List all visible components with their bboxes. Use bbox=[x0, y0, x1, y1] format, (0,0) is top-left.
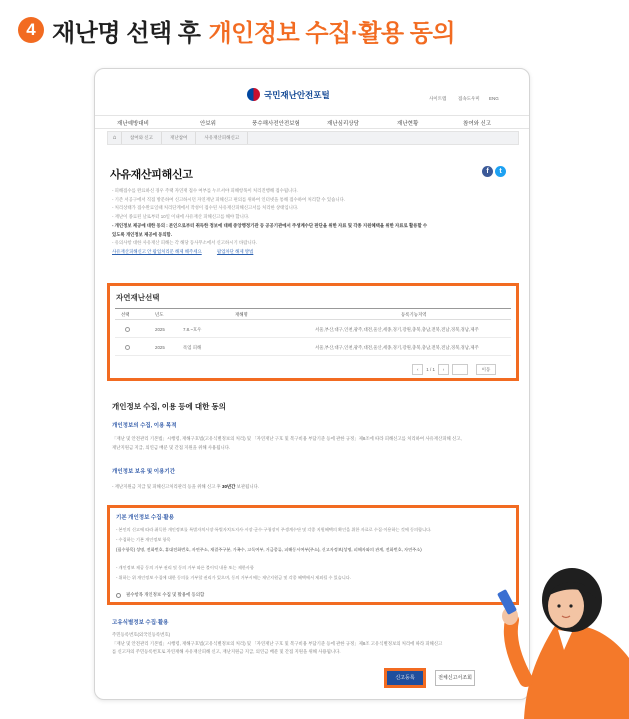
notice-links bbox=[112, 248, 512, 257]
page-number-input[interactable] bbox=[452, 364, 468, 375]
notice-line: - 재난이 종료된 날로부터 10일 이내에 사유재산 피해신고를 해야 합니다. bbox=[112, 214, 250, 220]
required-consent-title: 기본 개인정보 수집·활용 bbox=[116, 515, 175, 521]
purpose-text bbox=[112, 435, 512, 452]
home-icon[interactable]: ⌂ bbox=[108, 132, 122, 144]
twitter-share-icon[interactable]: t bbox=[495, 166, 506, 177]
required-text-line: - 본인의 신고에 따라 취득한 개인정보를 특별자치시장·특별자치도지사·시장·군수·구청장이 주생계수단 및 각종 지원혜택의 확인을 위한 자료로 수집·이용하는 것에 동의합니다. bbox=[116, 527, 432, 532]
browser-screenshot-frame bbox=[94, 68, 530, 700]
facebook-share-icon[interactable]: f bbox=[482, 166, 493, 177]
notice-line: - 유의사항 대한 사유재산 피해는 각 해당 동사무소에서 신고하시기 바랍니다. bbox=[112, 240, 258, 246]
pagination bbox=[412, 364, 496, 375]
required-text-line: - 수집하는 기본 개인정보 항목 bbox=[116, 537, 171, 542]
purpose-line: 재난지원금 지급, 의연금 배분 및 간접 지원을 위해 사용됩니다. bbox=[112, 444, 231, 450]
retention-period: 30년간 bbox=[222, 484, 236, 489]
prev-page-button[interactable]: ‹ bbox=[412, 364, 423, 375]
purpose-title: 개인정보의 수집, 이용 목적 bbox=[112, 423, 177, 429]
disaster-select-section bbox=[107, 283, 519, 381]
required-text-line: - 개인정보 제공 동의 거부 권리 및 동의 거부 따른 불이익 내용 또는 제한사항 bbox=[116, 565, 254, 570]
row-year: 2025 bbox=[155, 327, 165, 332]
agree-label: 필수항목 개인정보 수집 및 활용에 동의함 bbox=[126, 592, 205, 597]
col-header-year: 년도 bbox=[155, 312, 164, 317]
popup-unblock-link[interactable]: 팝업차단 해제 방법 bbox=[216, 248, 254, 254]
taegeuk-logo-icon bbox=[247, 88, 260, 101]
breadcrumb-item-disaster[interactable]: 재난참여 bbox=[162, 132, 196, 144]
unique-id-title: 고유식별정보 수집·활용 bbox=[112, 620, 169, 626]
breadcrumb-item-participation[interactable]: 참여와 신고 bbox=[122, 132, 162, 144]
global-nav bbox=[95, 115, 529, 129]
logo-text: 국민재난안전포털 bbox=[264, 89, 330, 100]
required-text-line: - 위하는 위 개인정보 수집에 대한 동의를 거부할 권리가 있으며, 동의 거부시에는 재난지원금 및 각종 혜택에서 제외될 수 있습니다. bbox=[116, 575, 352, 580]
person-with-phone-illustration bbox=[486, 568, 629, 719]
person-eye-right bbox=[569, 604, 572, 607]
notice-line: - 기존 서공구에서 직접 방문하여 신고하시던 자연재난 피해신고 편의를 위하여 인터넷을 통해 접수하여 처리할 수 있습니다. bbox=[112, 196, 346, 202]
table-row[interactable] bbox=[115, 340, 511, 356]
gnb-item-counseling[interactable]: 재난심리상담 bbox=[327, 121, 359, 127]
step-number-badge: 4 bbox=[18, 17, 44, 43]
step-heading bbox=[18, 14, 455, 46]
page-indicator: 1 / 1 bbox=[426, 367, 435, 372]
retention-tail: 보관됩니다. bbox=[236, 484, 260, 489]
go-page-button[interactable]: 이동 bbox=[476, 364, 496, 375]
disaster-table-header bbox=[115, 308, 511, 320]
util-link-eng[interactable]: ENG bbox=[489, 96, 499, 101]
retention-title: 개인정보 보유 및 이용기간 bbox=[112, 469, 176, 475]
person-sweater bbox=[524, 624, 629, 719]
row-disaster-name: 폭염 피해 bbox=[183, 345, 202, 350]
disaster-select-title: 자연재난선택 bbox=[116, 293, 160, 302]
gnb-item-insurance[interactable]: 풍수해사전안전보험 bbox=[252, 121, 300, 127]
gnb-item-participation[interactable]: 참여와 신고 bbox=[463, 121, 492, 127]
unique-id-line: 「재난 및 안전관리 기본법」시행령, 재해구호법(고유식별정보의 처리) 및 「자연재난 구호 및 복구비용 부담기준 등에 관한 규정」제8조 고유식별정보의 처리에 따라 피해신고 bbox=[112, 640, 443, 646]
row-regions: 서울,부산,대구,인천,광주,대전,울산,세종,경기,강원,충북,충남,전북,전남,경북,경남,제주 bbox=[315, 327, 479, 332]
gnb-item-prevention[interactable]: 재난예방대비 bbox=[117, 121, 149, 127]
unique-id-line: 를 신고자의 주민등록번호로 자연재해 사유재산피해 신고, 재난지원금 지급, 의연금 배분 및 간접 지원을 위해 사용됩니다. bbox=[112, 649, 341, 654]
gnb-item-status[interactable]: 재난현황 bbox=[397, 121, 419, 127]
next-page-button[interactable]: › bbox=[438, 364, 449, 375]
notice-line: - 처리상태가 접수완료일때 처리단계에서 작성이 접수된 사유재산피해신고서를 처리한 상태입니다. bbox=[112, 205, 299, 211]
required-consent-section bbox=[107, 505, 519, 605]
phone-icon bbox=[497, 589, 517, 615]
retention-text bbox=[112, 483, 512, 492]
page-title: 사유재산피해신고 bbox=[110, 169, 193, 181]
col-header-select: 선택 bbox=[121, 312, 130, 317]
col-header-name: 재해명 bbox=[235, 312, 248, 317]
required-items-line: (필수항목) 성명, 전화번호, 휴대전화번호, 자연주소, 재결주구분, 가족수, 고독여부, 거금종류, 피해동시여부(주소), 신고자정보(성명, 피해자와의 관계, 전화번호, 자연주소) bbox=[116, 547, 422, 552]
heading-text: 재난명 선택 후 bbox=[52, 19, 201, 47]
view-all-reports-button[interactable]: 전체신고서조회 bbox=[435, 670, 475, 686]
gnb-item-security[interactable]: 안보위 bbox=[200, 121, 216, 127]
breadcrumb-item-current: 사유재산피해신고 bbox=[196, 132, 248, 144]
row-regions: 서울,부산,대구,인천,광주,대전,울산,세종,경기,강원,충북,충남,전북,전남,경북,경남,제주 bbox=[315, 345, 479, 350]
consent-section-title: 개인정보 수집, 이용 등에 대한 동의 bbox=[112, 402, 226, 411]
breadcrumb bbox=[107, 131, 519, 145]
notice-list bbox=[112, 187, 512, 257]
retention-line: - 재난지원금 지급 및 피해신고처리관리 등을 위해 신고 후 bbox=[112, 484, 221, 489]
util-link-accessibility[interactable]: 접속도우미 bbox=[458, 96, 480, 101]
agree-checkbox[interactable] bbox=[116, 593, 121, 598]
radio-button[interactable] bbox=[125, 327, 130, 332]
col-header-regions: 등록기능지역 bbox=[401, 312, 427, 317]
util-link-sitemap[interactable]: 사이트맵 bbox=[429, 96, 447, 101]
row-disaster-name: 7.8.~호우 bbox=[183, 327, 202, 332]
site-logo[interactable] bbox=[247, 88, 330, 101]
site-header bbox=[95, 69, 529, 113]
heading-highlight: 개인정보 수집·활용 동의 bbox=[208, 19, 456, 47]
submit-report-button[interactable]: 신고등록 bbox=[384, 668, 426, 688]
person-arm bbox=[511, 620, 526, 680]
row-year: 2025 bbox=[155, 345, 165, 350]
notice-line: 있도록 개인정보 제공에 동의함. bbox=[112, 231, 173, 237]
purpose-line: 「재난 및 안전관리 기본법」시행령, 재해구호법(고유식별정보의 처리) 및 「자연재난 구호 및 복구비용 부담기준 등에 관한 규정」제8조에 따라 피해신고를 처리하여 사유재산피해 신고, bbox=[112, 436, 462, 441]
agree-checkbox-row[interactable] bbox=[116, 592, 204, 598]
notice-line: - 피해접수를 완료하신 경우 주택 자연재 접수 여부를 누르셔야 피해항목이 처리진행해 접수됩니다. bbox=[112, 188, 298, 193]
person-eye-left bbox=[557, 604, 560, 607]
notice-line: - 개인정보 제공에 대한 동의 : 본인으로부터 취득한 정보에 대해 중앙행정기관 등 공공기관에서 주생계수단 판단을 위한 자료 및 각종 지원혜택을 위한 자료로 활용할 수 bbox=[112, 222, 428, 228]
unique-id-text bbox=[112, 631, 512, 657]
unique-id-sub: 주민등록번호(외국인등록번호) bbox=[112, 632, 171, 637]
table-row[interactable] bbox=[115, 322, 511, 338]
radio-button[interactable] bbox=[125, 345, 130, 350]
popup-notice-link[interactable]: 사유재산피해신고 안 팝업처리문 해제 해주세요 bbox=[112, 248, 202, 254]
